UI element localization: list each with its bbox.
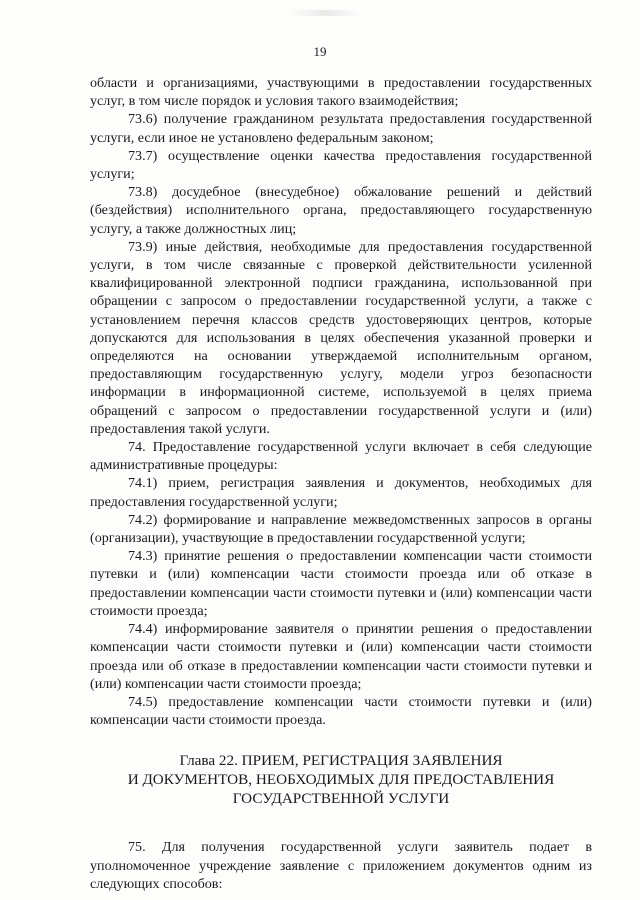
chapter-heading-line: И ДОКУМЕНТОВ, НЕОБХОДИМЫХ ДЛЯ ПРЕДОСТАВЛЕНИЯ — [127, 771, 555, 789]
page-number: 19 — [313, 44, 327, 59]
chapter-heading-line: Глава 22. ПРИЕМ, РЕГИСТРАЦИЯ ЗАЯВЛЕНИЯ — [179, 752, 503, 770]
paragraph: 74. Предоставление государственной услуги включает в себя следующие административные процедуры: — [90, 439, 592, 474]
paragraph: 74.1) прием, регистрация заявления и документов, необходимых для предоставления государственной услуги; — [90, 475, 592, 510]
document-body — [90, 74, 592, 893]
paragraph: 73.7) осуществление оценки качества предоставления государственной услуги; — [90, 147, 592, 183]
closing-paragraph: 75. Для получения государственной услуги заявитель подает в уполномоченное учреждение заявление с приложением документов одним из следующих способов: — [90, 839, 592, 892]
paragraph: 74.5) предоставление компенсации части стоимости путевки и (или) компенсации части стоимости проезда. — [90, 693, 592, 729]
paragraph: 73.9) иные действия, необходимые для предоставления государственной услуги, в том числе связанные с проверкой действительности усиленной квалифицированной электронной подписи гражданина, использованной при обращении с запросом о предоставлении государственной услуги, а также с установлением перечня классов средств удостоверяющих центров, которые допускаются для использования в целях обеспечения указанной проверки и определяются на основании утверждаемой исполнительным органом, предоставляющим государственную услугу, модели угроз безопасности информации в информационной системе, используемой в целях приема обращений с запросом о предоставлении государственной услуги и (или) предоставления такой услуги. — [90, 238, 592, 437]
chapter-heading — [90, 751, 592, 808]
chapter-heading-line: ГОСУДАРСТВЕННОЙ УСЛУГИ — [232, 790, 450, 808]
paragraph: 74.3) принятие решения о предоставлении компенсации части стоимости путевки и (или) компенсации части стоимости проезда или об отказе в предоставлении компенсации части стоимости путевки и (или) компенсации части стоимости проезда; — [90, 548, 592, 619]
paragraph: 74.4) информирование заявителя о принятии решения о предоставлении компенсации части стоимости путевки и (или) компенсации части стоимости проезда или об отказе в предоставлении компенсации части стоимости путевки и (или) компенсации части стоимости проезда; — [90, 621, 592, 692]
scan-artifact — [290, 10, 360, 16]
paragraph: 73.6) получение гражданином результата предоставления государственной услуги, если иное не установлено федеральным законом; — [90, 111, 592, 146]
paragraph: области и организациями, участвующими в предоставлении государственных услуг, в том числе порядок и условия такого взаимодействия; — [90, 75, 592, 110]
paragraph: 73.8) досудебное (внесудебное) обжалование решений и действий (бездействия) исполнительного органа, предоставляющего государственную услугу, а также должностных лиц; — [90, 184, 592, 237]
paragraph: 74.2) формирование и направление межведомственных запросов в органы (организации), участвующие в предоставлении государственной услуги; — [90, 511, 592, 547]
